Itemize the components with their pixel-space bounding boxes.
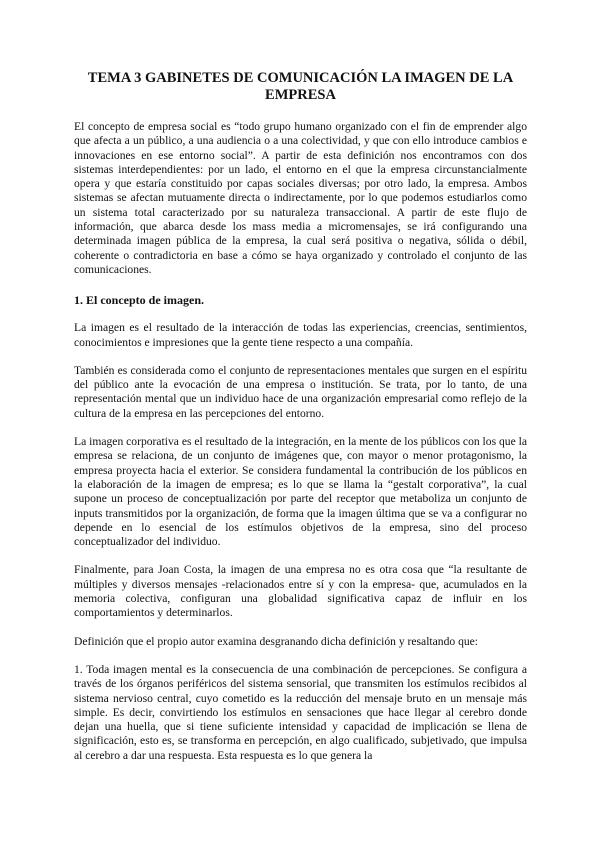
paragraph-representaciones: También es considerada como el conjunto de representaciones mentales que surgen en el espíritu del público ante la evocación de una empresa o institución. Se trata, por lo tanto, de una representación mental que un individuo hace de una organización empresarial como reflejo de la cultura de la empresa en las percepciones del entorno.	[74, 363, 527, 420]
paragraph-definicion-autor: Definición que el propio autor examina desgranando dicha definición y resaltando que:	[74, 634, 479, 648]
paragraph-percepciones: 1. Toda imagen mental es la consecuencia de una combinación de percepciones. Se configura a través de los órganos periféricos del sistema sensorial, que transmiten los estímulos recibidos al sistema nervioso central, cuyo cometido es la reducción del mensaje bruto en un mensaje más simple. Es decir, convirtiendo los estímulos en sensaciones que hace llegar al cerebro donde dejan una huella, que si tiene suficiente intensidad y capacidad de implicación se llena de significación, esto es, se transforma en percepción, en algo cualificado, subjetivado, que impulsa al cerebro a dar una respuesta. Esta respuesta es lo que genera la	[74, 662, 527, 762]
paragraph-joan-costa: Finalmente, para Joan Costa, la imagen de una empresa no es otra cosa que “la resultante de múltiples y diversos mensajes -relacionados entre sí y con la empresa- que, acumulados en la memoria colectiva, configuran una globalidad significativa capaz de influir en los comportamientos y determinarlos.	[74, 563, 527, 620]
document-title: TEMA 3 GABINETES DE COMUNICACIÓN LA IMAGEN DE LA EMPRESA	[87, 70, 514, 103]
paragraph-imagen-corporativa: La imagen corporativa es el resultado de la integración, en la mente de los públicos con los que la empresa se relaciona, de un conjunto de imágenes que, con mayor o menor protagonismo, la empresa proyecta hacia el exterior. Se considera fundamental la contribución de los públicos en la elaboración de la imagen de empresa; es lo que se llama la “gestalt corporativa”, la cual supone un proceso de conceptualización por parte del receptor que metaboliza un conjunto de inputs transmitidos por la organización, de forma que la imagen última que se va a configurar no depende en lo esencial de los estímulos objetivos de la empresa, sino del proceso conceptualizador del individuo.	[74, 435, 527, 549]
intro-paragraph: El concepto de empresa social es “todo grupo humano organizado con el fin de emprender algo que afecta a un público, a una audiencia o a una colectividad, y que con ello introduce cambios e innovaciones en ese entorno social”. A partir de esta definición nos encontramos con dos sistemas interdependientes: por un lado, el entorno en el que la empresa circunstancialmente opera y que estaría constituido por capas sociales diversas; por otro lado, la empresa. Ambos sistemas se afectan mutuamente directa o indirectamente, por lo que podemos estudiarlos como un sistema total caracterizado por su naturaleza transaccional. A partir de este flujo de información, que abarca desde los mass media a micromensajes, se irá configurando una determinada imagen pública de la empresa, la cual será positiva o negativa, sólida o débil, coherente o contradictoria en base a cómo se haya organizado y controlado el conjunto de las comunicaciones.	[74, 120, 527, 276]
paragraph-imagen-definicion: La imagen es el resultado de la interacción de todas las experiencias, creencias, sentimientos, conocimientos e impresiones que la gente tiene respecto a una compañía.	[74, 321, 527, 349]
section-heading: 1. El concepto de imagen.	[74, 293, 204, 308]
